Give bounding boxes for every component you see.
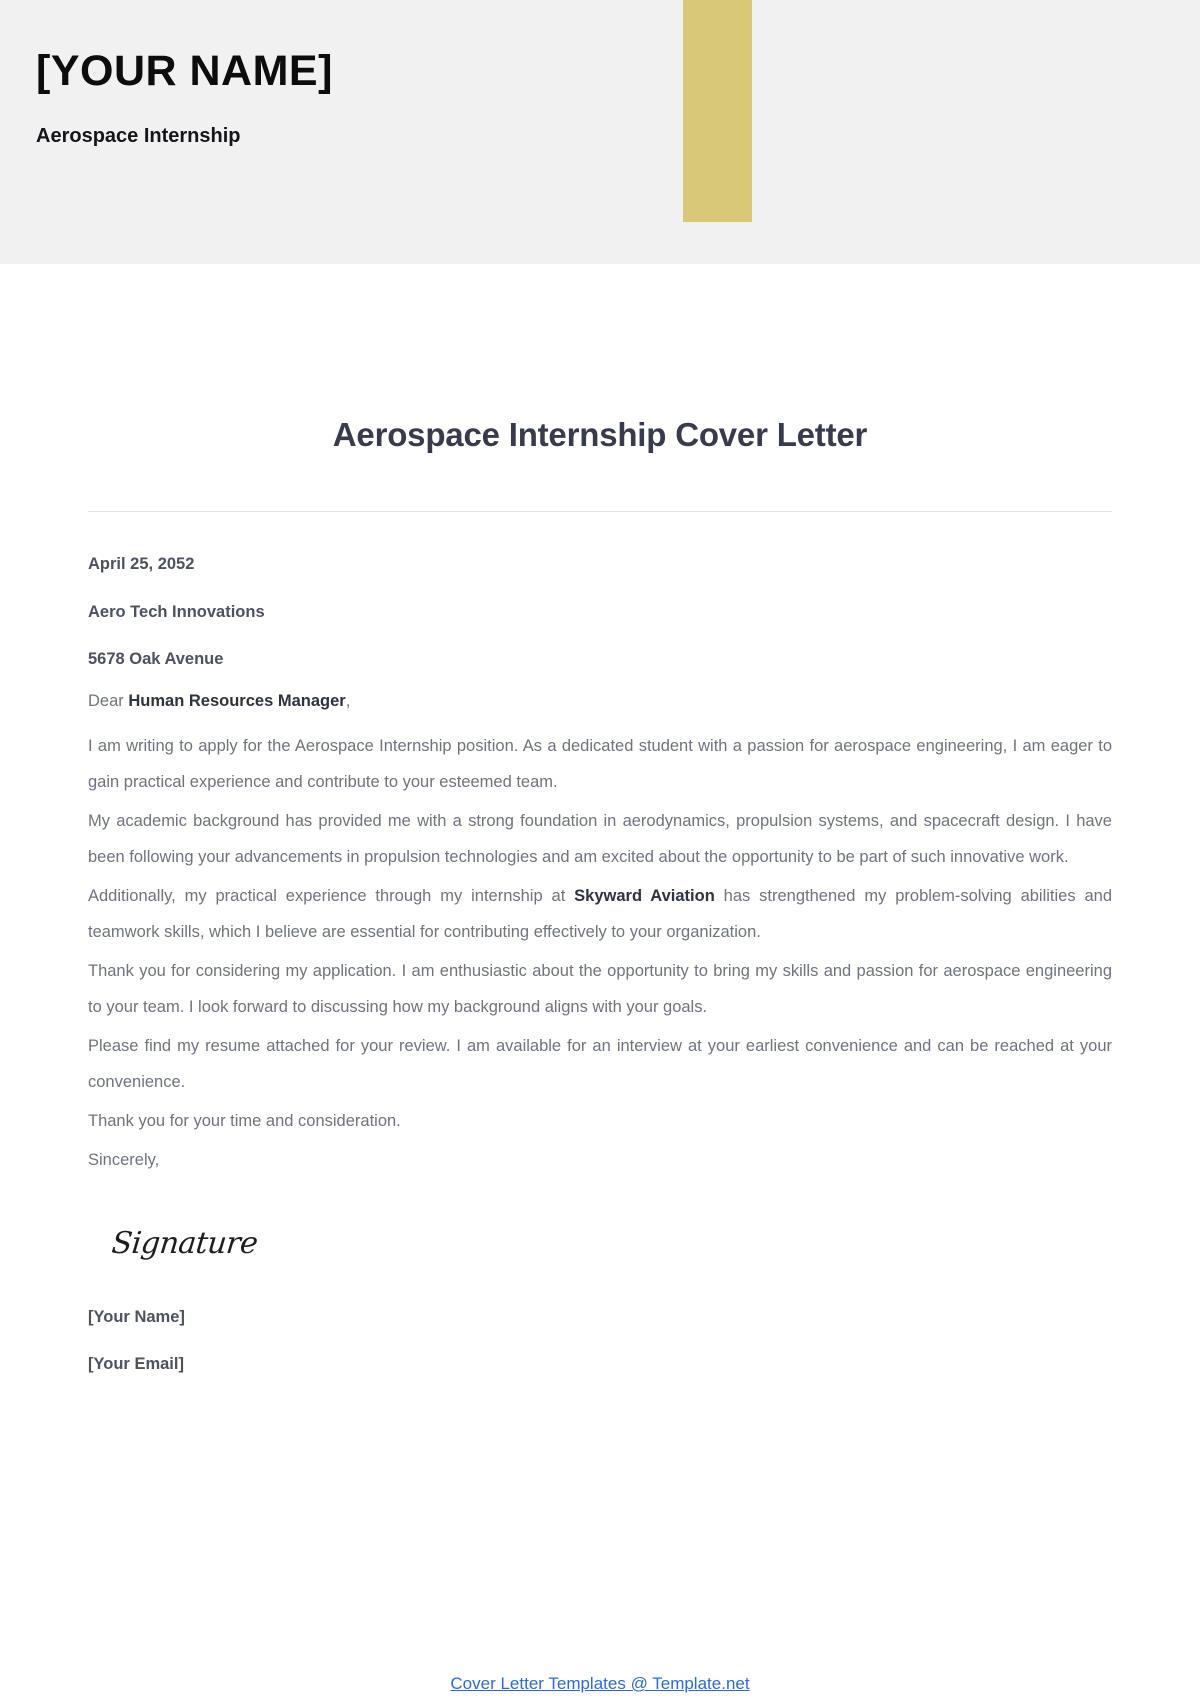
header-text-group	[36, 48, 333, 148]
paragraph-intro: I am writing to apply for the Aerospace Internship position. As a dedicated student with a passion for aerospace engineering, I am eager to gain practical experience and contribute to your esteemed team.	[88, 737, 1112, 792]
page-title: Aerospace Internship Cover Letter	[332, 416, 868, 453]
salutation-prefix: Dear	[88, 691, 129, 710]
paragraph-enthusiasm: Thank you for considering my application. I am enthusiastic about the opportunity to bring my skills and passion for aerospace engineering to your team. I look forward to discussing how my background aligns with your goals.	[88, 962, 1112, 1017]
recipient-address: 5678 Oak Avenue	[88, 650, 224, 668]
footer	[0, 1674, 1200, 1694]
paragraph-sincerely: Sincerely,	[88, 1151, 160, 1170]
paragraph-experience	[88, 879, 1112, 954]
closing-block	[88, 1261, 1112, 1402]
document-header-band	[0, 0, 1200, 264]
letter-meta-block	[88, 512, 1112, 690]
experience-text-before: Additionally, my practical experience through my internship at	[88, 887, 575, 906]
letter-date: April 25, 2052	[88, 555, 195, 573]
template-net-link[interactable]: Cover Letter Templates @ Template.net	[450, 1674, 750, 1693]
recipient-company: Aero Tech Innovations	[88, 602, 265, 621]
salutation-suffix: ,	[345, 691, 351, 710]
paragraph-resume-attached: Please find my resume attached for your review. I am available for an interview at your earliest convenience and can be reached at your convenience.	[88, 1037, 1112, 1092]
gold-accent-bar	[683, 0, 752, 222]
paragraph-academic-background: My academic background has provided me with a strong foundation in aerodynamics, propulsion systems, and spacecraft design. I have been following your advancements in propulsion technologies and am excited about the opportunity to be part of such innovative work.	[88, 812, 1112, 867]
signature-script: Signature	[110, 1226, 260, 1262]
paragraph-thank-you: Thank you for your time and consideration.	[88, 1112, 401, 1131]
applicant-name-placeholder: [YOUR NAME]	[36, 47, 333, 95]
previous-employer-name: Skyward Aviation	[574, 887, 715, 906]
letter-body	[0, 264, 1200, 1402]
closing-email-placeholder: [Your Email]	[88, 1354, 184, 1373]
salutation-recipient: Human Resources Manager	[128, 691, 346, 710]
applicant-job-title: Aerospace Internship	[36, 125, 241, 148]
experience-text-after: has strengthened my problem-solving abilities and teamwork skills, which I believe are essential for contributing effectively to your organization.	[88, 887, 1112, 942]
closing-name-placeholder: [Your Name]	[88, 1308, 185, 1327]
salutation-line	[88, 690, 1112, 730]
